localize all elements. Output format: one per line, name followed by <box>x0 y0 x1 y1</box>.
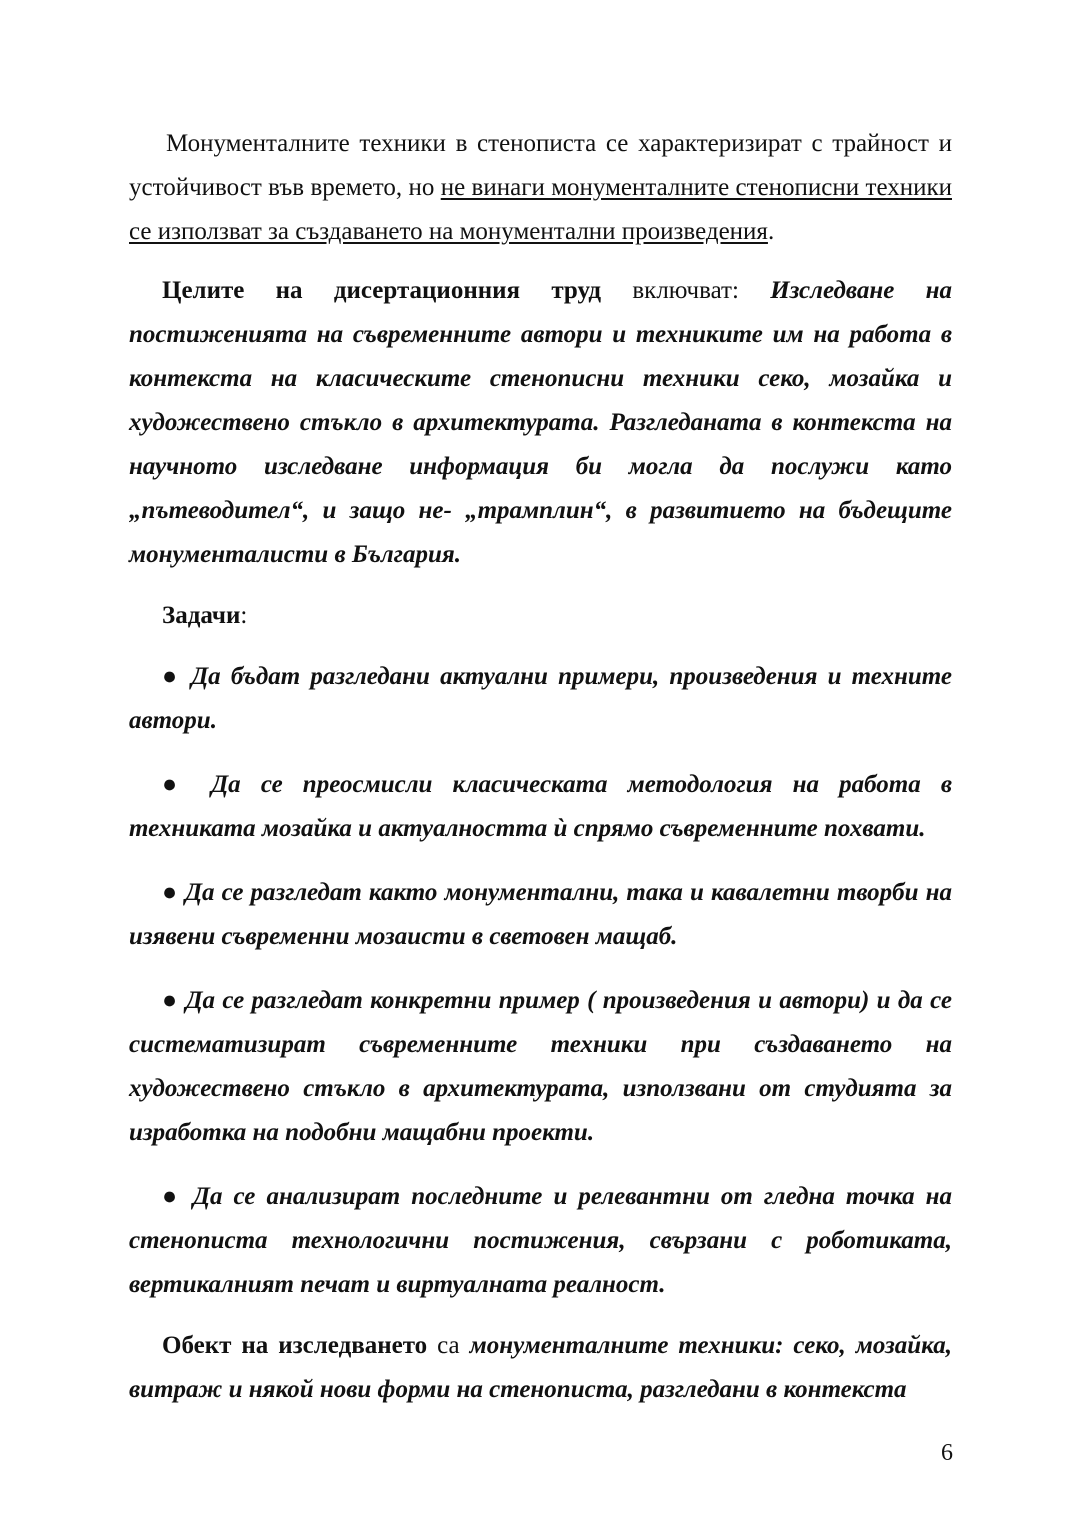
goals-label: Целите на дисертационния труд <box>162 277 602 304</box>
task-item: ● Да се разгледат конкретни пример ( произведения и автори) и да се систематизират съвременните техники при създаването на художествено стъкло в архитектурата, използвани от студията за изработка на подобни мащабни проекти. <box>129 987 952 1146</box>
object-connector: са <box>427 1332 470 1359</box>
intro-paragraph <box>129 122 952 254</box>
task-item: ● Да бъдат разгледани актуални примери, произведения и техните автори. <box>129 663 952 734</box>
tasks-heading <box>129 594 952 638</box>
object-label: Обект на изследването <box>162 1332 428 1359</box>
task-item: ● Да се анализират последните и релевантни от гледна точка на стенописта технологични постижения, свързани с роботиката, вертикалният печат и виртуалната реалност. <box>129 1183 952 1298</box>
intro-underlined-text: не винаги монументалните стенописни техники се използват за създаването на монументални произведения <box>129 174 952 245</box>
goals-text: Изследване на постиженията на съвременните автори и техниките им на работа в контекста на класическите стенописни техники секо, мозайка и художествено стъкло в архитектурата. Разгледаната в контекста на научното изследване информация би могла да послужи като „пътеводител“, и защо не- „трамплин“, в развитието на бъдещите монументалисти в България. <box>129 277 952 568</box>
tasks-colon: : <box>240 602 248 629</box>
task-item: ● Да се разгледат както монументални, така и кавалетни творби на изявени съвременни мозаисти в световен мащаб. <box>129 879 952 950</box>
page-number: 6 <box>941 1440 953 1466</box>
goals-paragraph <box>129 269 952 577</box>
goals-connector: включват: <box>601 277 771 304</box>
document-page <box>129 122 952 1412</box>
intro-period: . <box>767 218 775 245</box>
object-paragraph <box>129 1324 952 1412</box>
intro-text: Монументалните техники в стенописта се характеризират с трайност и устойчивост във времето, но <box>129 130 952 201</box>
object-text: монументалните техники: секо, мозайка, витраж и някой нови форми на стенописта, разгледани в контекста <box>129 1332 952 1403</box>
tasks-label: Задачи <box>162 602 241 629</box>
task-item: ● Да се преосмисли класическата методология на работа в техниката мозайка и актуалността ѝ спрямо съвременните похвати. <box>129 771 952 842</box>
